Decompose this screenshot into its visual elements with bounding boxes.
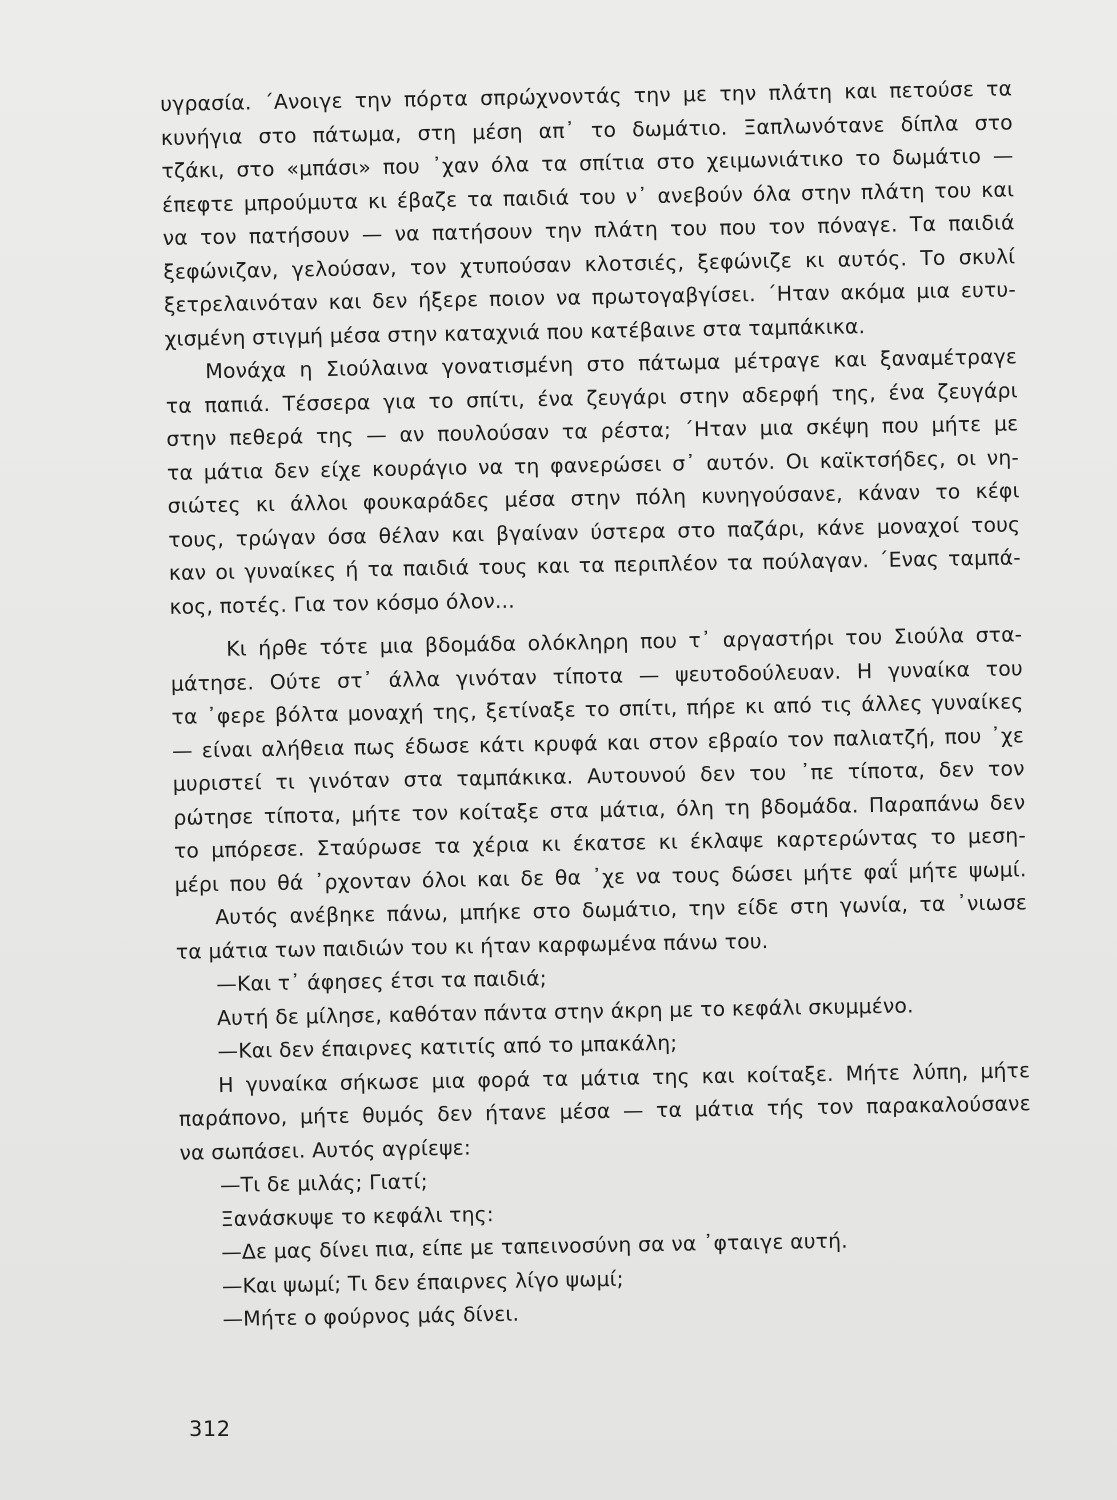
- text-line: τα μάτια των παιδιών του κι ήταν καρφωμένα πάνω του.: [175, 928, 769, 964]
- text-line: σιώτες κι άλλοι φουκαράδες μέσα στην πόλη κυνηγούσανε, κάναν το κέφι: [167, 478, 1020, 518]
- text-line: παράπονο, μήτε θυμός δεν ήτανε μέσα — τα μάτια τής τον παρακαλούσανε: [178, 1091, 1031, 1131]
- paragraph-start: Η γυναίκα σήκωσε μια φορά τα μάτια της και κοίταξε. Μήτε λύπη, μήτε: [218, 1057, 1031, 1097]
- paragraph-start: Μονάχα η Σιούλαινα γονατισμένη στο πάτωμα μέτραγε και ξαναμέτραγε: [204, 344, 1018, 384]
- text-line: μέρι που θά ᾿ρχονταν όλοι και δε θα ᾿χε να τους δώσει μήτε φαΐ μήτε ψωμί.: [174, 856, 1027, 897]
- dialogue-line: —Δε μας δίνει πια, είπε με ταπεινοσύνη σα να ᾿φταιγε αυτή.: [221, 1228, 849, 1265]
- dialogue-line: —Και δεν έπαιρνες κατιτίς από το μπακάλη;: [217, 1030, 678, 1064]
- text-line: ξεφώνιζαν, γελούσαν, τον χτυπούσαν κλοτσιές, ξεφώνιζε κι αυτός. Το σκυλί: [163, 243, 1016, 284]
- text-line: κυνήγια στο πάτωμα, στη μέση απ᾿ το δωμάτιο. Ξαπλωνότανε δίπλα στο: [160, 109, 1013, 150]
- text-line: καν οι γυναίκες ή τα παιδιά τους και τα περιπλέον τα πούλαγαν. ΄Ενας ταμπά-: [168, 545, 1021, 585]
- text-line: να τον πατήσουν — να πατήσουν την πλάτη του που τον πόναγε. Τα παιδιά: [162, 210, 1015, 250]
- dialogue-line: —Μήτε ο φούρνος μάς δίνει.: [222, 1301, 520, 1332]
- text-line: να σωπάσει. Αυτός αγρίεψε:: [179, 1134, 472, 1165]
- text-line: τα παπιά. Τέσσερα για το σπίτι, ένα ζευγάρι στην αδερφή της, ένα ζευγάρι: [165, 377, 1018, 418]
- text-line: τα μάτια δεν είχε κουράγιο να τη φανερώσει σ᾿ αυτόν. Οι καϊκτσήδες, οι νη-: [166, 444, 1020, 485]
- text-line: τους, τρώγαν όσα θέλαν και βγαίναν ύστερα στο παζάρι, κάνε μοναχοί τους: [168, 511, 1021, 552]
- text-line: τζάκι, στο «μπάσι» που ᾿χαν όλα τα σπίτια στο χειμωνιάτικο το δωμάτιο —: [161, 143, 1014, 183]
- text-line: το μπόρεσε. Σταύρωσε τα χέρια κι έκατσε κι έκλαψε καρτερώντας το μεση-: [173, 823, 1027, 863]
- paragraph-start: Αυτός ανέβηκε πάνω, μπήκε στο δωμάτιο, την είδε στη γωνία, τα ᾿νιωσε: [214, 890, 1028, 930]
- text-line: κος, ποτές. Για τον κόσμο όλον...: [169, 588, 516, 619]
- page-number: 312: [189, 1417, 231, 1441]
- text-line: ρώτησε τίποτα, μήτε τον κοίταξε στα μάτια, όλη τη βδομάδα. Παραπάνω δεν: [173, 789, 1026, 830]
- text-line: ξετρελαινόταν και δεν ήξερε ποιον να πρωτογαβγίσει. ΄Ηταν ακόμα μια ευτυ-: [163, 277, 1017, 317]
- text-line: — είναι αλήθεια πως έδωσε κάτι κρυφά και στον εβραίο τον παλιατζή, που ᾿χε: [171, 722, 1025, 763]
- text-line: μάτησε. Ούτε στ᾿ άλλα γινόταν τίποτα — ψευτοδούλευαν. Η γυναίκα του: [170, 655, 1023, 696]
- text-line: έπεφτε μπρούμυτα κι έβαζε τα παιδιά του ν᾿ ανεβούν όλα στην πλάτη του και: [161, 176, 1015, 217]
- text-line: υγρασία. ΄Ανοιγε την πόρτα σπρώχνοντάς την με την πλάτη και πετούσε τα: [160, 76, 1013, 116]
- dialogue-line: —Τι δε μιλάς; Γιατί;: [219, 1169, 428, 1198]
- dialogue-line: —Και ψωμί; Τι δεν έπαιρνες λίγο ψωμί;: [221, 1266, 624, 1298]
- paragraph-start: Αυτή δε μίλησε, καθόταν πάντα στην άκρη με το κεφάλι σκυμμένο.: [216, 992, 914, 1030]
- text-line: τα ᾿φερε βόλτα μοναχή της, ξετίναξε το σπίτι, πήρε κι από τις άλλες γυναίκες: [171, 689, 1024, 729]
- paragraph-start: Κι ήρθε τότε μια βδομάδα ολόκληρη που τ᾿ αργαστήρι του Σιούλα στα-: [226, 622, 1023, 661]
- paragraph-start: Ξανάσκυψε το κεφάλι της:: [220, 1201, 495, 1231]
- body-text: [160, 72, 1035, 1337]
- text-line: χισμένη στιγμή μέσα στην καταχνιά που κατέβαινε στα ταμπάκικα.: [164, 313, 866, 351]
- text-line: στην πεθερά της — αν πουλούσαν τα ρέστα; ΄Ηταν μια σκέψη που μήτε με: [166, 411, 1019, 451]
- text-line: μυριστεί τι γινόταν στα ταμπάκικα. Αυτουνού δεν του ᾿πε τίποτα, δεν τον: [172, 756, 1025, 796]
- dialogue-line: —Και τ᾿ άφησες έτσι τα παιδιά;: [216, 966, 547, 997]
